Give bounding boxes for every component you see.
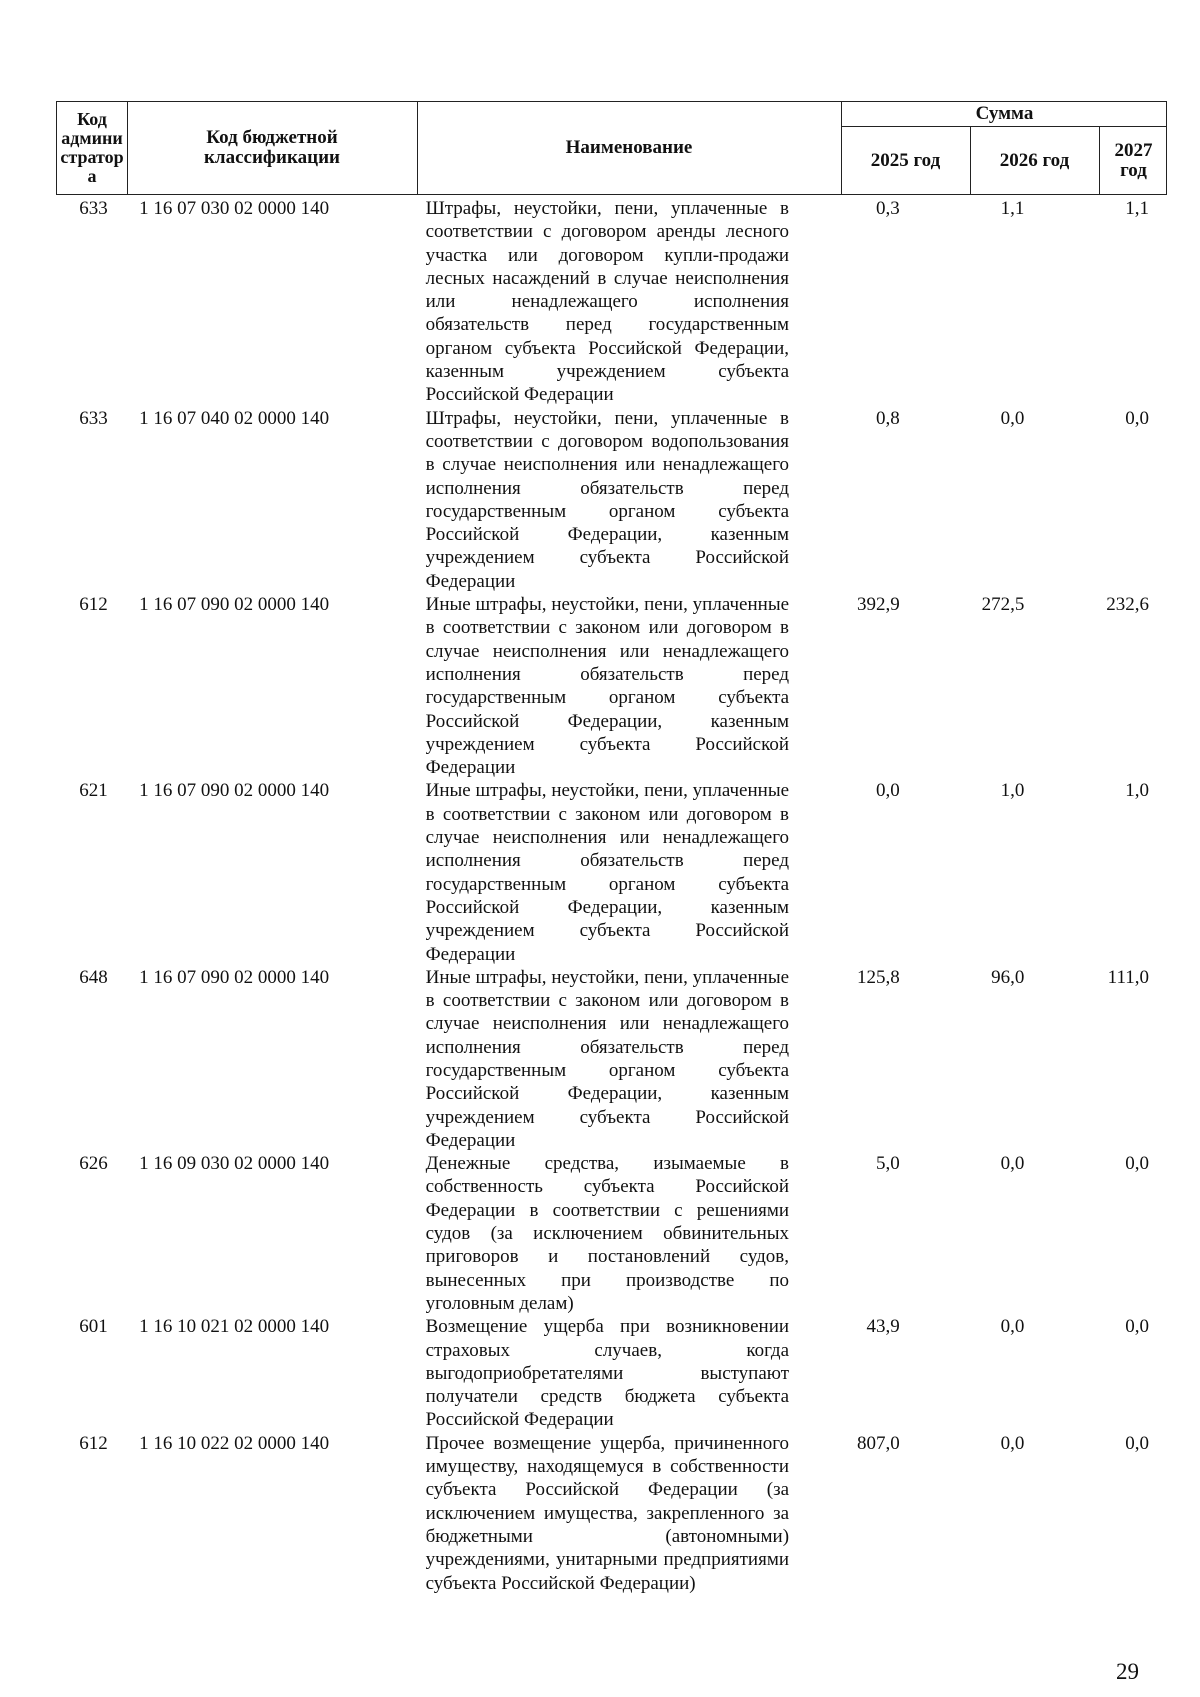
admin-code: 612	[79, 594, 108, 616]
table-header	[56, 101, 1167, 195]
sum-2026: 272,5	[981, 594, 1025, 616]
sum-2026: 1,0	[1000, 780, 1025, 802]
admin-code: 648	[79, 966, 108, 988]
sum-2027: 0,0	[1125, 407, 1149, 429]
admin-code: 612	[79, 1432, 108, 1454]
table-row	[56, 407, 1167, 593]
sum-2026: 0,0	[1000, 1432, 1025, 1454]
item-name: Возмещение ущерба при возникновении страховых случаев, когда выгодоприобретателями выступают получатели средств бюджета субъекта Российской Федерации	[425, 1316, 790, 1431]
sum-2027: 111,0	[1107, 966, 1149, 988]
table-row	[56, 1315, 1167, 1431]
header-year-2025: 2025 год	[870, 150, 941, 171]
sum-2026: 0,0	[1000, 1153, 1025, 1175]
admin-code: 621	[79, 780, 108, 802]
header-budget-code: Код бюджетной классификации	[203, 127, 340, 168]
sum-2026: 0,0	[1000, 407, 1025, 429]
budget-code: 1 16 10 021 02 0000 140	[139, 1316, 330, 1338]
item-name: Денежные средства, изымаемые в собственность субъекта Российской Федерации в соответствии с решениями судов (за исключением обвинительных приговоров и постановлений судов, вынесенных при производстве по уголовным делам)	[425, 1153, 790, 1314]
sum-2026: 96,0	[991, 966, 1025, 988]
budget-code: 1 16 07 030 02 0000 140	[139, 198, 330, 219]
header-year-2027: 2027 год	[1114, 140, 1153, 181]
sum-2025: 43,9	[866, 1316, 900, 1338]
budget-code: 1 16 07 090 02 0000 140	[139, 966, 330, 988]
sum-2025: 0,3	[875, 198, 900, 219]
table-row	[56, 1152, 1167, 1315]
item-name: Иные штрафы, неустойки, пени, уплаченные в соответствии с законом или договором в случае неисполнения или ненадлежащего исполнения обязательств перед государственным органом субъекта Российской Федерации, казенным учреждением субъекта Российской Федерации	[425, 594, 790, 779]
item-name: Прочее возмещение ущерба, причиненного имуществу, находящемуся в собственности субъекта Российской Федерации (за исключением имущества, закрепленного за бюджетными (автономными) учреждениями, унитарными предприятиями субъекта Российской Федерации)	[425, 1432, 790, 1594]
header-admin-code: Код админи стратор а	[60, 109, 124, 186]
sum-2025: 125,8	[856, 966, 900, 988]
sum-2027: 232,6	[1106, 594, 1149, 616]
sum-2027: 0,0	[1125, 1153, 1149, 1175]
item-name: Штрафы, неустойки, пени, уплаченные в соответствии с договором аренды лесного участка или договором купли-продажи лесных насаждений в случае неисполнения или ненадлежащего исполнения обязательств перед государственным органом субъекта Российской Федерации, казенным учреждением субъекта Российской Федерации	[425, 198, 790, 406]
sum-2025: 5,0	[875, 1153, 900, 1175]
sum-2025: 807,0	[856, 1432, 900, 1454]
header-year-2026: 2026 год	[999, 150, 1070, 171]
sum-2027: 0,0	[1125, 1316, 1149, 1338]
page-number: 29	[1116, 1659, 1139, 1684]
sum-2025: 0,0	[875, 780, 900, 802]
item-name: Иные штрафы, неустойки, пени, уплаченные в соответствии с законом или договором в случае неисполнения или ненадлежащего исполнения обязательств перед государственным органом субъекта Российской Федерации, казенным учреждением субъекта Российской Федерации	[425, 966, 790, 1151]
table-body	[56, 197, 1167, 1595]
item-name: Штрафы, неустойки, пени, уплаченные в соответствии с договором водопользования в случае неисполнения или ненадлежащего исполнения обязательств перед государственным органом субъекта Российской Федерации, казенным учреждением субъекта Российской Федерации	[425, 407, 790, 592]
budget-code: 1 16 07 090 02 0000 140	[139, 594, 330, 616]
admin-code: 633	[79, 198, 108, 219]
header-name: Наименование	[565, 137, 693, 158]
table-row	[56, 197, 1167, 407]
sum-2026: 0,0	[1000, 1316, 1025, 1338]
budget-code: 1 16 07 090 02 0000 140	[139, 780, 330, 802]
budget-code: 1 16 10 022 02 0000 140	[139, 1432, 330, 1454]
sum-2026: 1,1	[1000, 198, 1025, 219]
sum-2027: 1,0	[1125, 780, 1149, 802]
admin-code: 626	[79, 1153, 108, 1175]
admin-code: 601	[79, 1316, 108, 1338]
item-name: Иные штрафы, неустойки, пени, уплаченные в соответствии с законом или договором в случае неисполнения или ненадлежащего исполнения обязательств перед государственным органом субъекта Российской Федерации, казенным учреждением субъекта Российской Федерации	[425, 780, 790, 965]
table-row	[56, 966, 1167, 1152]
budget-code: 1 16 09 030 02 0000 140	[139, 1153, 330, 1175]
sum-2027: 1,1	[1125, 198, 1149, 219]
table-row	[56, 593, 1167, 779]
sum-2027: 0,0	[1125, 1432, 1149, 1454]
sum-2025: 0,8	[875, 407, 900, 429]
table-row	[56, 779, 1167, 965]
admin-code: 633	[79, 407, 108, 429]
sum-2025: 392,9	[856, 594, 900, 616]
header-sum: Сумма	[975, 103, 1034, 124]
budget-code: 1 16 07 040 02 0000 140	[139, 407, 330, 429]
table-row	[56, 1432, 1167, 1595]
